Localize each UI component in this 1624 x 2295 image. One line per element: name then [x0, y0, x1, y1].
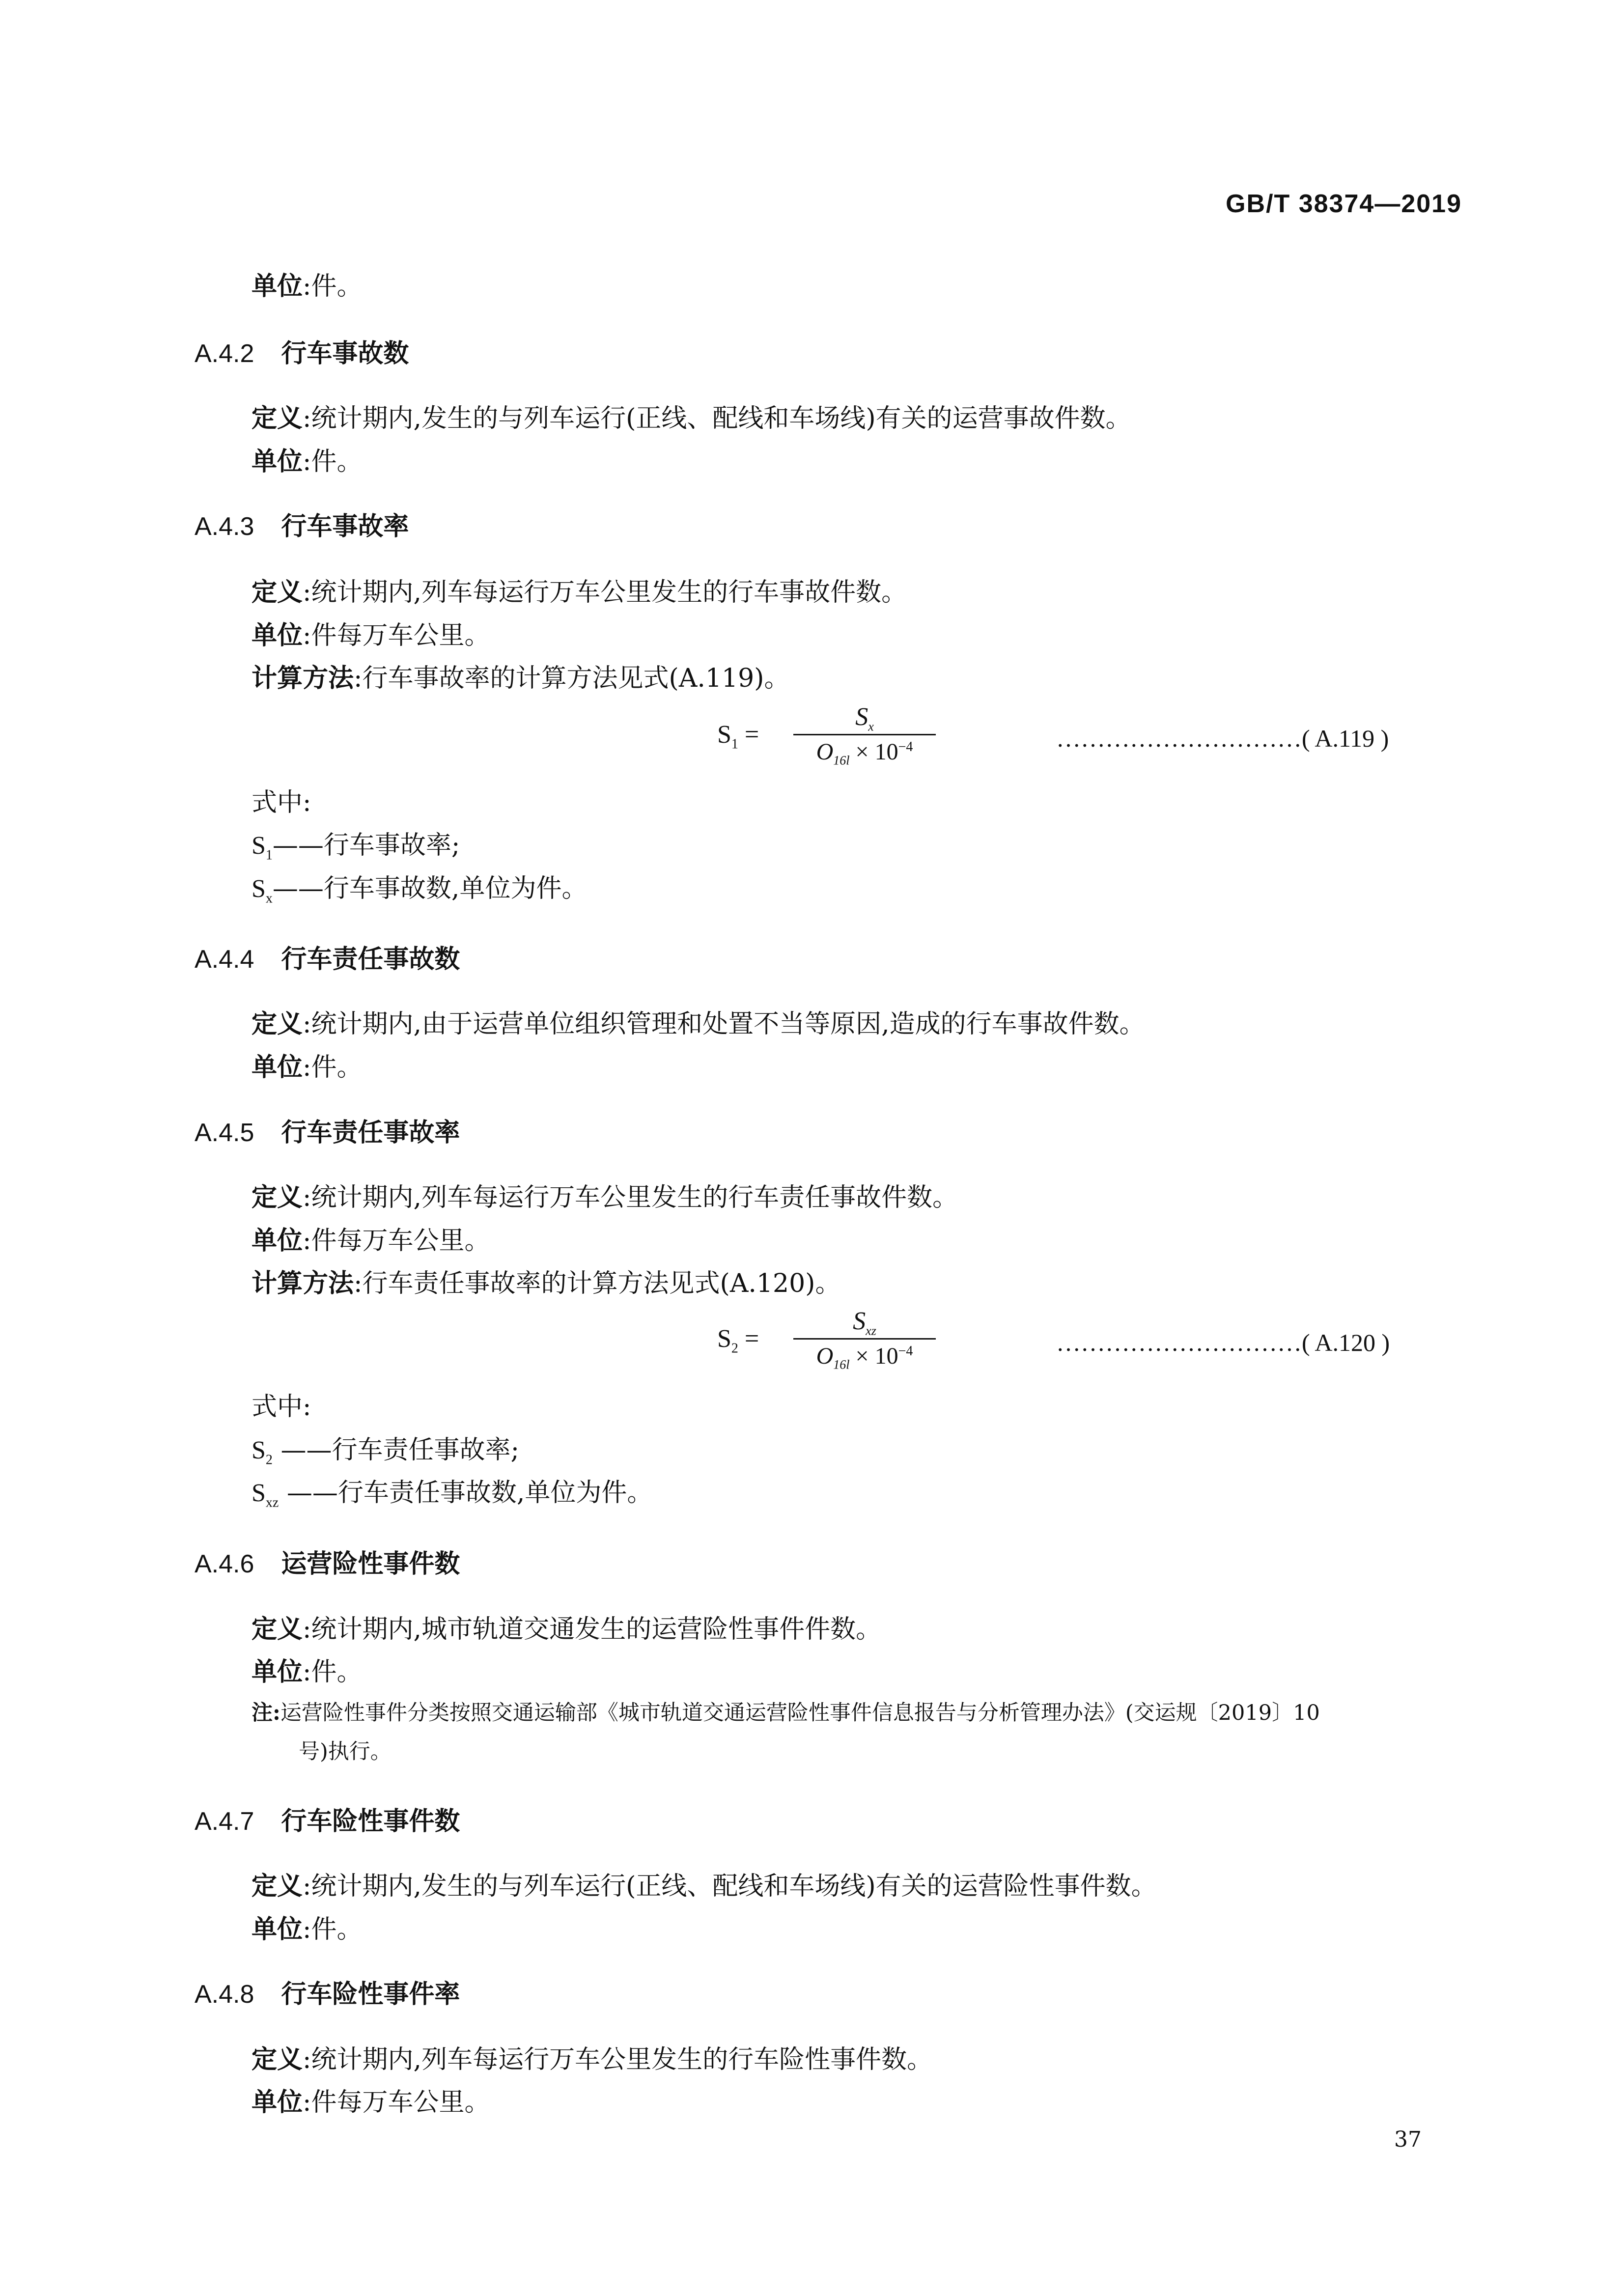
unit-label: 单位 [252, 1657, 303, 1687]
unit-line [252, 449, 363, 475]
section-heading [195, 947, 460, 972]
section-title: 运营险性事件数 [281, 1549, 460, 1579]
equation-number: …………………………( A.120 ) [1056, 1329, 1390, 1356]
method-text: :行车责任事故率的计算方法见式(A.120)。 [354, 1269, 841, 1298]
unit-line [252, 1914, 363, 1944]
unit-text: :件每万车公里。 [303, 621, 490, 650]
section-number: A.4.7 [195, 1807, 254, 1836]
definition-text: :统计期内,城市轨道交通发生的运营险性事件件数。 [303, 1615, 882, 1644]
formula-lhs: $S_1$ = [717, 721, 759, 752]
unit-line [252, 1052, 363, 1082]
formula-a119 [717, 702, 943, 766]
method-line [252, 1268, 841, 1298]
note-label: 注: [252, 1701, 280, 1725]
section-heading [195, 1120, 460, 1146]
formula-denominator: $O_{16l} \times 10^{-4}$ [816, 1343, 913, 1372]
definition-line [252, 577, 907, 607]
variable-line: $S_1——$行车事故率; [252, 831, 460, 863]
section-number: A.4.5 [195, 1119, 254, 1147]
unit-label: 单位 [252, 447, 303, 476]
definition-line [252, 1182, 958, 1212]
section-heading [195, 1982, 460, 2007]
formula-numerator: $S_x$ [855, 703, 874, 734]
method-label: 计算方法 [252, 1268, 354, 1298]
formula-lhs: $S_2$ = [717, 1325, 759, 1356]
unit-text: :件。 [303, 1657, 363, 1687]
definition-line [252, 1871, 1157, 1901]
section-heading [195, 514, 409, 539]
definition-label: 定义 [252, 1871, 303, 1901]
section-number: A.4.4 [195, 945, 254, 974]
section-heading [195, 1551, 460, 1577]
unit-label: 单位 [252, 1226, 303, 1256]
method-label: 计算方法 [252, 663, 354, 693]
note-text: 运营险性事件分类按照交通运输部《城市轨道交通运营险性事件信息报告与分析管理办法》(交运规〔2019〕10 [280, 1701, 1320, 1725]
section-title: 行车责任事故数 [281, 945, 460, 974]
definition-text: :统计期内,发生的与列车运行(正线、配线和车场线)有关的运营事故件数。 [303, 404, 1131, 433]
section-title: 行车责任事故率 [281, 1118, 460, 1148]
section-title: 行车险性事件数 [281, 1807, 460, 1836]
section-number: A.4.3 [195, 512, 254, 541]
definition-label: 定义 [252, 1009, 303, 1039]
unit-text: :件。 [303, 447, 363, 476]
formula-a120 [717, 1307, 943, 1371]
section-number: A.4.2 [195, 339, 254, 368]
definition-label: 定义 [252, 1614, 303, 1644]
unit-line [252, 620, 490, 650]
where-label: 式中: [252, 788, 311, 817]
unit-label: 单位 [252, 1914, 303, 1944]
standard-code: GB/T 38374—2019 [1226, 190, 1462, 218]
unit-text: :件。 [303, 1915, 363, 1944]
unit-label: 单位 [252, 1052, 303, 1082]
page-number: 37 [1394, 2127, 1422, 2152]
equation-number: …………………………( A.119 ) [1056, 725, 1389, 752]
section-title: 行车险性事件率 [281, 1980, 460, 2009]
unit-label: 单位 [252, 2087, 303, 2117]
formula-fraction [793, 1307, 936, 1372]
variable-line: $S_{xz}$ ——行车责任事故数,单位为件。 [252, 1478, 653, 1511]
definition-text: :统计期内,列车每运行万车公里发生的行车事故件数。 [303, 578, 907, 607]
unit-label: 单位 [252, 271, 303, 301]
definition-label: 定义 [252, 2044, 303, 2074]
definition-text: :统计期内,由于运营单位组织管理和处置不当等原因,造成的行车事故件数。 [303, 1009, 1145, 1039]
formula-fraction [793, 702, 936, 768]
definition-label: 定义 [252, 403, 303, 433]
note-continuation: 号)执行。 [299, 1739, 392, 1764]
unit-text: :件每万车公里。 [303, 2088, 490, 2117]
unit-text: :件。 [303, 272, 363, 301]
definition-text: :统计期内,列车每运行万车公里发生的行车责任事故件数。 [303, 1183, 958, 1212]
formula-denominator: $O_{16l} \times 10^{-4}$ [816, 739, 913, 768]
definition-label: 定义 [252, 1182, 303, 1212]
section-heading [195, 1809, 460, 1834]
unit-line [252, 1659, 363, 1685]
section-title: 行车事故数 [281, 339, 409, 368]
unit-label: 单位 [252, 620, 303, 650]
variable-line: $S_2$ ——行车责任事故率; [252, 1435, 519, 1468]
definition-label: 定义 [252, 577, 303, 607]
method-text: :行车事故率的计算方法见式(A.119)。 [354, 664, 790, 693]
method-line [252, 663, 790, 693]
unit-line [252, 271, 363, 301]
section-number: A.4.8 [195, 1980, 254, 2009]
definition-text: :统计期内,发生的与列车运行(正线、配线和车场线)有关的运营险性事件数。 [303, 1872, 1157, 1901]
definition-line [252, 1614, 882, 1644]
note-line [252, 1703, 1320, 1724]
unit-text: :件每万车公里。 [303, 1226, 490, 1256]
fraction-bar [793, 1338, 936, 1340]
section-title: 行车事故率 [281, 512, 409, 541]
unit-line [252, 2087, 490, 2117]
definition-line [252, 403, 1131, 433]
definition-text: :统计期内,列车每运行万车公里发生的行车险性事件数。 [303, 2045, 933, 2074]
fraction-bar [793, 734, 936, 735]
unit-line [252, 1228, 490, 1254]
formula-numerator: $S_{xz}$ [853, 1307, 876, 1338]
section-heading [195, 341, 409, 366]
definition-line [252, 1011, 1145, 1037]
definition-line [252, 2044, 933, 2074]
unit-text: :件。 [303, 1053, 363, 1082]
section-number: A.4.6 [195, 1550, 254, 1578]
variable-line: $S_x——$行车事故数,单位为件。 [252, 874, 588, 906]
where-label: 式中: [252, 1392, 311, 1422]
